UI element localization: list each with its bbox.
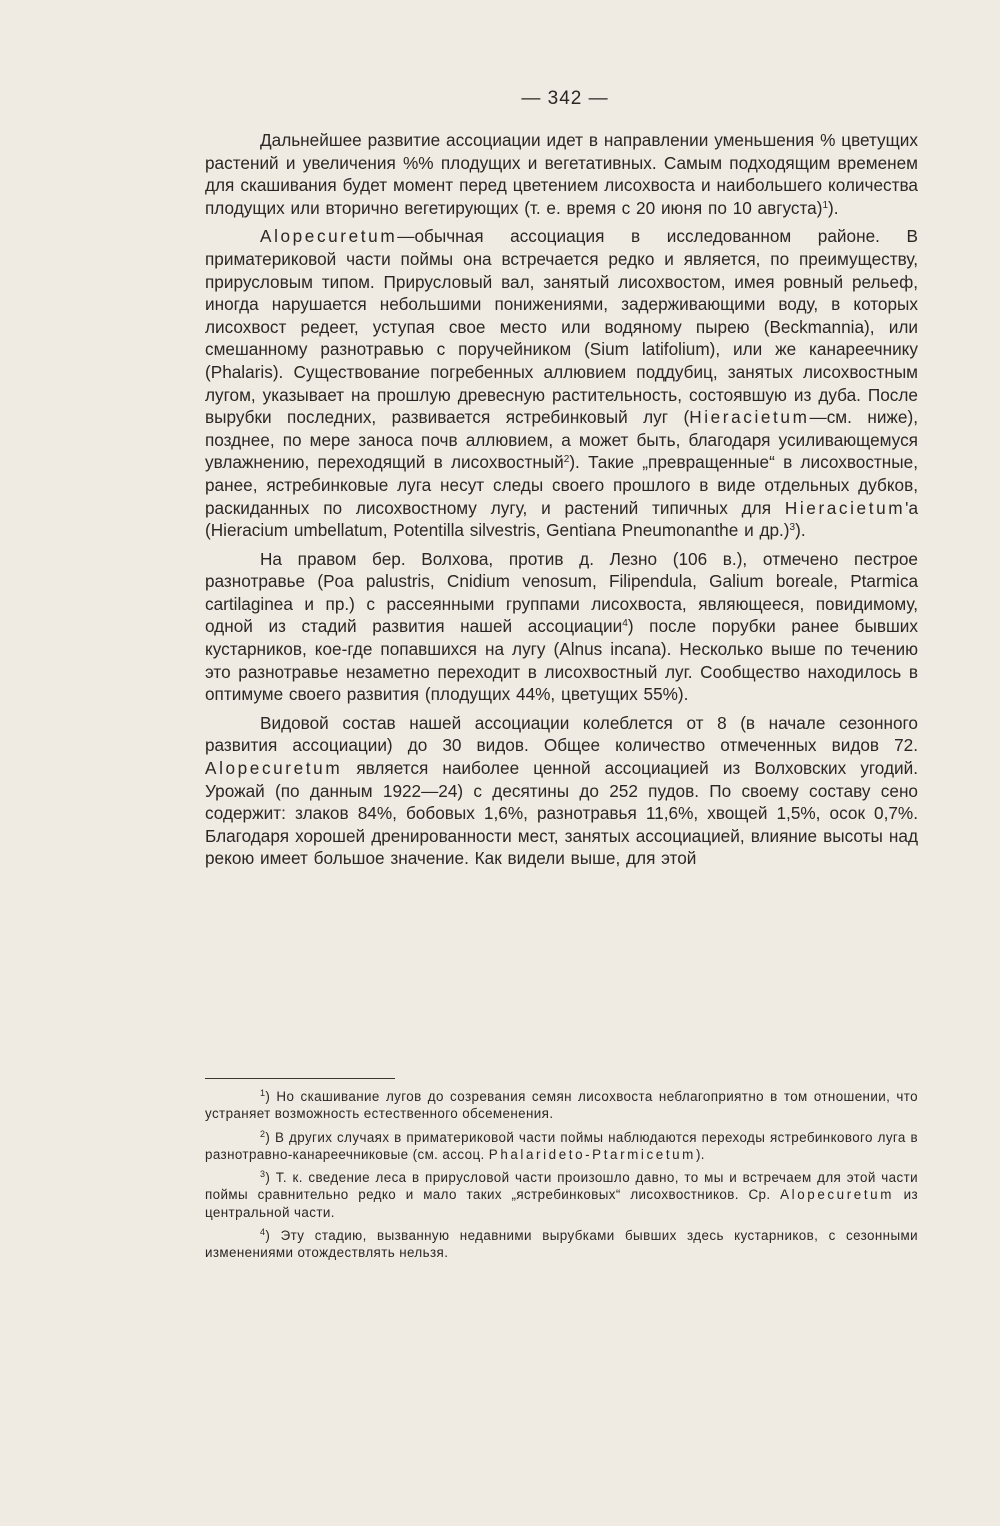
text-segment: —обычная ассоциация в исследованном районе. В приматериковой части поймы она встречается редко и является, по преимуществу, прирусловым типом. Прирусловый вал, занятый лисохвостом, имея ровный рельеф, иногда нарушается небольшими понижениями, задерживающими воду, в которых лисохвост редеет, уступая свое место или водяному пырею (Beckmannia), или смешанному разнотравью с поручейником (Sium latifolium), или же канареечнику (Phalaris). Существование погребенных аллювием поддубиц, занятых лисохвостным лугом, указывает на прошлую древесную растительность, состоявшую из дуба. После вырубки последних, развивается ястребинковый луг ( (205, 226, 918, 428)
text-segment: ). (828, 197, 839, 218)
footnote-marker: 2 (260, 1128, 266, 1139)
spaced-term: Hieracietum (784, 497, 906, 518)
paragraph (205, 225, 918, 541)
footnote-text: ) Эту стадию, вызванную недавними вырубками бывших здесь кустарников, с сезонными изменениями отождествлять нельзя. (205, 1228, 918, 1261)
spaced-term: Hieracietum (689, 407, 810, 428)
spaced-term: Alopecuretum (205, 758, 343, 779)
footnote-marker: 1 (260, 1088, 266, 1098)
paragraph (205, 129, 918, 219)
spaced-term: Alopecuretum (260, 226, 398, 247)
footnote (205, 1227, 918, 1262)
footnote-text: ) В других случаях в приматериковой части поймы наблюдаются переходы ястребинкового луга в разнотравно-канареечниковые (см. ассоц. (205, 1129, 918, 1162)
paragraph (205, 548, 918, 706)
footnote-ref: 2 (563, 454, 570, 466)
text-segment: ) после порубки ранее бывших кустарников, кое-где попавшихся на лугу (Alnus incana). Несколько выше по течению это разнотравье незаметно переходит в лисохвостный луг. Сообщество находилось в оптимуме своего развития (плодущих 44%, цветущих 55%). (205, 616, 918, 705)
text-segment: —см. ниже), позднее, по мере заноса почв аллювием, а может быть, благодаря усиливающемуся увлажнению, переходящий в лисохвостный (205, 407, 918, 473)
footnote-ref: 3 (789, 522, 796, 534)
footnote-marker: 3 (260, 1169, 266, 1180)
footnotes (205, 1088, 918, 1268)
footnote-text: ) Т. к. сведение леса в прирусловой части произошло давно, то мы и встречаем для этой части поймы сравнительно редко и мало таких „ястребинковых“ лисохвостников. Ср. (205, 1170, 918, 1203)
text-segment: ). (795, 520, 806, 541)
spaced-term: Alopecuretum (780, 1187, 894, 1203)
footnote-marker: 4 (260, 1227, 266, 1238)
text-segment: Видовой состав нашей ассоциации колеблется от 8 (в начале сезонного развития ассоциации) до 30 видов. Общее количество отмеченных видов 72. (205, 712, 918, 756)
footnote-text: из центральной части. (205, 1187, 918, 1220)
main-text (205, 129, 918, 876)
text-segment: Дальнейшее развитие ассоциации идет в направлении уменьшения % цветущих растений и увеличения %% плодущих и вегетативных. Самым подходящим временем для скашивания будет момент перед цветением лисохвоста и наибольшего количества плодущих или вторично вегетирующих (т. е. время с 20 июня по 10 августа) (205, 130, 918, 218)
text-segment: На правом бер. Волхова, против д. Лезно (106 в.), отмечено пестрое разнотравье (Poa palustris, Cnidium venosum, Filipendula, Galium boreale, Ptarmica cartilaginea и пр.) с рассеянными группами лисохвоста, являющееся, повидимому, одной из стадий развития нашей ассоциации (205, 548, 918, 637)
footnote-ref: 1 (822, 199, 829, 211)
footnote-text: ) Но скашивание лугов до созревания семян лисохвоста неблагоприятно в том отношении, что устраняет возможность естественного обсеменения. (205, 1089, 918, 1122)
text-segment: ). Такие „превращенные“ в лисохвостные, ранее, ястребинковые луга несут следы своего прошлого в виде отдельных дубков, раскиданных по лисохвостному лугу, и растений типичных для (205, 452, 918, 518)
footnote (205, 1169, 918, 1221)
text-segment: является наиболее ценной ассоциацией из Волховских угодий. Урожай (по данным 1922—24) с десятины до 252 пудов. По своему составу сено содержит: злаков 84%, бобовых 1,6%, разнотравья 11,6%, хвощей 1,5%, осок 0,7%. Благодаря хорошей дренированности мест, занятых ассоциацией, влияние высоты над рекою имеет большое значение. Как видели выше, для этой (205, 758, 918, 869)
paragraph (205, 712, 918, 870)
footnote (205, 1129, 918, 1164)
footnote (205, 1088, 918, 1123)
footnote-divider (205, 1078, 395, 1079)
page-number: — 342 — (521, 88, 609, 109)
text-segment: 'а (Hieracium umbellatum, Potentilla silvestris, Gentiana Pneumonanthe и др.) (205, 497, 918, 541)
footnote-ref: 4 (622, 618, 628, 630)
footnote-text: ). (695, 1146, 705, 1162)
spaced-term: Phalarideto-Ptarmicetum (488, 1146, 696, 1162)
